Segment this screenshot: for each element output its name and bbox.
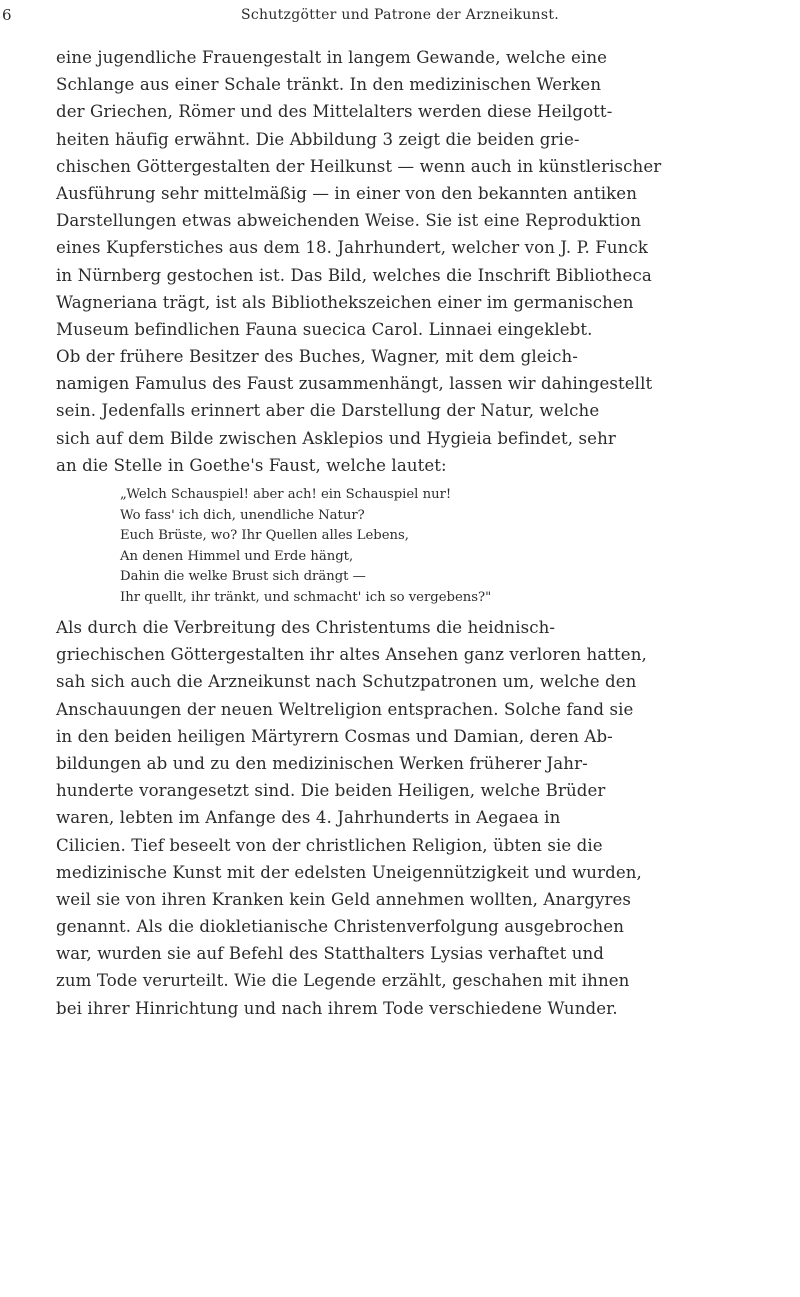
text-line: Cilicien. Tief beseelt von der christlichen Religion, übten sie die [56,835,603,855]
text-line: Museum befindlichen Fauna suecica Carol. Linnaei eingeklebt. [56,319,593,339]
text-line: sah sich auch die Arzneikunst nach Schutzpatronen um, welche den [56,672,637,692]
text-line: bei ihrer Hinrichtung und nach ihrem Tode verschiedene Wunder. [56,998,618,1018]
paragraph-1 [56,44,762,479]
quote-line: An denen Himmel und Erde hängt, [120,548,354,564]
quote-line: Wo fass' ich dich, unendliche Natur? [120,507,365,523]
text-line: genannt. Als die diokletianische Christenverfolgung ausgebrochen [56,917,625,937]
text-line: heiten häufig erwähnt. Die Abbildung 3 zeigt die beiden grie- [56,129,580,149]
text-line: hunderte vorangesetzt sind. Die beiden Heiligen, welche Brüder [56,781,606,801]
text-line: der Griechen, Römer und des Mittelalters werden diese Heilgott- [56,102,613,122]
text-line: griechischen Göttergestalten ihr altes Ansehen ganz verloren hatten, [56,645,647,665]
quote-line: Euch Brüste, wo? Ihr Quellen alles Lebens, [120,528,409,543]
page-body [56,44,762,1022]
text-line: waren, lebten im Anfange des 4. Jahrhunderts in Aegaea in [56,808,561,828]
text-line: Als durch die Verbreitung des Christentums die heidnisch- [56,618,556,637]
page-number: 6 [2,6,12,24]
goethe-quote [120,485,762,608]
text-line: sein. Jedenfalls erinnert aber die Darstellung der Natur, welche [56,401,600,421]
text-line: bildungen ab und zu den medizinischen Werken früherer Jahr- [56,753,588,773]
text-line: weil sie von ihren Kranken kein Geld annehmen wollten, Anargyres [56,889,632,909]
text-line: chischen Göttergestalten der Heilkunst — wenn auch in künstlerischer [56,156,662,176]
text-line: eines Kupferstiches aus dem 18. Jahrhundert, welcher von J. P. Funck [56,238,649,258]
text-line: Schlange aus einer Schale tränkt. In den medizinischen Werken [56,75,602,95]
text-line: Wagneriana trägt, ist als Bibliothekszeichen einer im germanischen [56,292,634,312]
text-line: Anschauungen der neuen Weltreligion entsprachen. Solche fand sie [56,699,634,719]
text-line: war, wurden sie auf Befehl des Statthalters Lysias verhaftet und [56,944,605,964]
text-line: Darstellungen etwas abweichenden Weise. Sie ist eine Reproduktion [56,211,642,231]
text-line: sich auf dem Bilde zwischen Asklepios und Hygieia befindet, sehr [56,428,616,448]
text-line: zum Tode verurteilt. Wie die Legende erzählt, geschahen mit ihnen [56,971,630,991]
running-head: Schutzgötter und Patrone der Arzneikunst. [240,7,560,23]
text-line: eine jugendliche Frauengestalt in langem Gewande, welche eine [56,48,608,67]
text-line: Ausführung sehr mittelmäßig — in einer von den bekannten antiken [56,183,637,203]
text-line: namigen Famulus des Faust zusammenhängt, lassen wir dahingestellt [56,374,653,394]
text-line: in den beiden heiligen Märtyrern Cosmas und Damian, deren Ab- [56,726,613,746]
text-line: medizinische Kunst mit der edelsten Uneigennützigkeit und wurden, [56,862,642,882]
page-header [0,6,800,26]
quote-line: Dahin die welke Brust sich drängt — [120,569,366,584]
text-line: Ob der frühere Besitzer des Buches, Wagner, mit dem gleich- [56,347,578,367]
text-line: in Nürnberg gestochen ist. Das Bild, welches die Inschrift Bibliotheca [56,265,652,285]
text-line: an die Stelle in Goethe's Faust, welche lautet: [56,455,447,475]
quote-line: „Welch Schauspiel! aber ach! ein Schauspiel nur! [120,487,452,502]
quote-line: Ihr quellt, ihr tränkt, und schmacht' ich so vergebens?" [120,589,492,605]
paragraph-2 [56,614,762,1022]
